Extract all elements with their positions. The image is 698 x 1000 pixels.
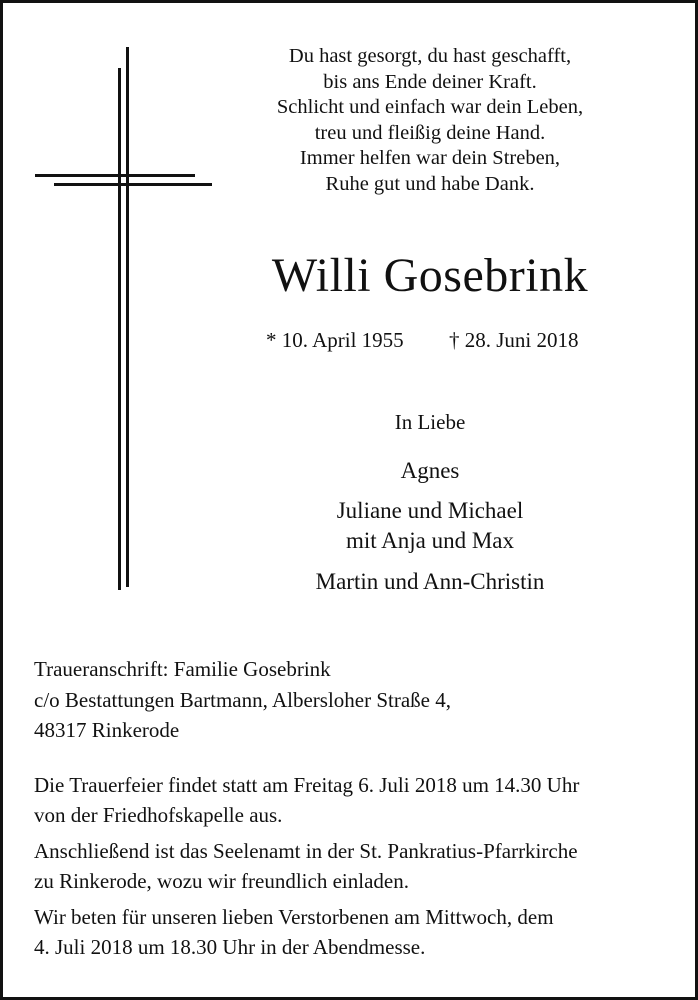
death-date: † 28. Juni 2018 (449, 328, 579, 352)
address-line: 48317 Rinkerode (34, 718, 180, 742)
funeral-notice (34, 770, 579, 830)
poem-line: Schlicht und einfach war dein Leben, (276, 96, 584, 119)
mourning-address (34, 654, 451, 746)
notice-line: Die Trauerfeier findet statt am Freitag 6. Juli 2018 um 14.30 Uhr (34, 773, 580, 797)
cross-vertical-bar-1 (118, 68, 121, 590)
cross-horizontal-bar-1 (35, 174, 195, 177)
deceased-name: Willi Gosebrink (271, 249, 589, 302)
mourner-name: Juliane und Michael (336, 498, 524, 523)
mourner-name: mit Anja und Max (345, 528, 515, 553)
cross-vertical-bar-2 (126, 47, 129, 587)
birth-date: * 10. April 1955 (266, 328, 404, 352)
poem-line: bis ans Ende deiner Kraft. (323, 70, 537, 93)
poem (230, 44, 630, 198)
cross-horizontal-bar-2 (54, 183, 212, 186)
mourners-intro: In Liebe (394, 410, 466, 434)
poem-line: treu und fleißig deine Hand. (314, 121, 546, 144)
poem-line: Du hast gesorgt, du hast geschafft, (288, 45, 572, 67)
address-line: c/o Bestattungen Bartmann, Albersloher Straße 4, (34, 687, 451, 712)
poem-line: Immer helfen war dein Streben, (299, 147, 561, 170)
notice-line: Wir beten für unseren lieben Verstorbenen am Mittwoch, dem (34, 905, 554, 929)
address-line: Traueranschrift: Familie Gosebrink (34, 657, 331, 681)
notice-line: von der Friedhofskapelle aus. (34, 803, 283, 827)
notice-line: Anschließend ist das Seelenamt in der St. Pankratius-Pfarrkirche (34, 839, 578, 863)
poem-line: Ruhe gut und habe Dank. (325, 172, 535, 195)
mourner-name: Martin und Ann-Christin (315, 569, 545, 594)
requiem-notice (34, 836, 578, 896)
mourner-name: Agnes (400, 458, 460, 483)
notice-line: 4. Juli 2018 um 18.30 Uhr in der Abendmesse. (34, 935, 426, 959)
prayer-notice (34, 902, 554, 962)
notice-line: zu Rinkerode, wozu wir freundlich einladen. (34, 869, 409, 893)
